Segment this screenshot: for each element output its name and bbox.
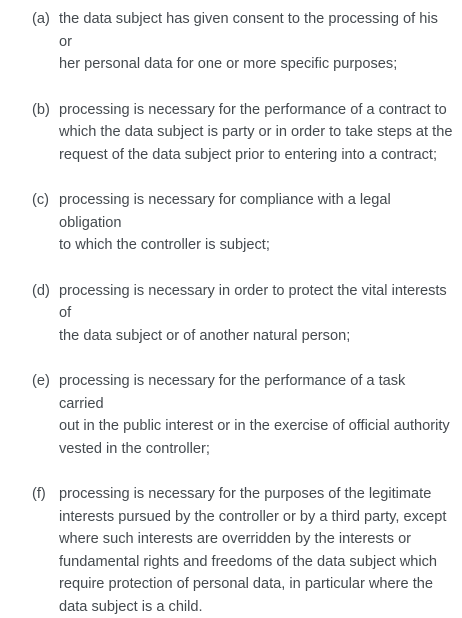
list-item-b — [0, 99, 462, 167]
text-line: out in the public interest or in the exercise of official authority — [59, 415, 454, 438]
item-text — [59, 280, 454, 348]
text-line: the data subject has given consent to the processing of his or — [59, 8, 454, 53]
text-line: which the data subject is party or in order to take steps at the — [59, 121, 454, 144]
item-marker: (d) — [32, 280, 59, 303]
item-marker: (f) — [32, 483, 59, 506]
item-text — [59, 99, 454, 167]
text-line: processing is necessary for compliance with a legal obligation — [59, 189, 454, 234]
item-marker: (e) — [32, 370, 59, 393]
text-line: processing is necessary in order to protect the vital interests of — [59, 280, 454, 325]
list-item-e — [0, 370, 462, 460]
text-line: fundamental rights and freedoms of the data subject which — [59, 551, 454, 574]
list-item-f — [0, 483, 462, 618]
list-item-c — [0, 189, 462, 257]
item-marker: (c) — [32, 189, 59, 212]
text-line: where such interests are overridden by the interests or — [59, 528, 454, 551]
item-marker: (a) — [32, 8, 59, 31]
text-line: her personal data for one or more specific purposes; — [59, 53, 454, 76]
text-line: processing is necessary for the purposes of the legitimate — [59, 483, 454, 506]
text-line: require protection of personal data, in particular where the — [59, 573, 454, 596]
item-text — [59, 189, 454, 257]
list-item-a — [0, 8, 462, 76]
text-line: processing is necessary for the performance of a task carried — [59, 370, 454, 415]
text-line: to which the controller is subject; — [59, 234, 454, 257]
list-item-d — [0, 280, 462, 348]
text-line: processing is necessary for the performance of a contract to — [59, 99, 454, 122]
text-line: the data subject or of another natural person; — [59, 325, 454, 348]
item-text — [59, 370, 454, 460]
text-line: request of the data subject prior to entering into a contract; — [59, 144, 454, 167]
item-text — [59, 8, 454, 76]
item-marker: (b) — [32, 99, 59, 122]
item-text — [59, 483, 454, 618]
text-line: vested in the controller; — [59, 438, 454, 461]
text-line: data subject is a child. — [59, 596, 454, 618]
text-line: interests pursued by the controller or by a third party, except — [59, 506, 454, 529]
